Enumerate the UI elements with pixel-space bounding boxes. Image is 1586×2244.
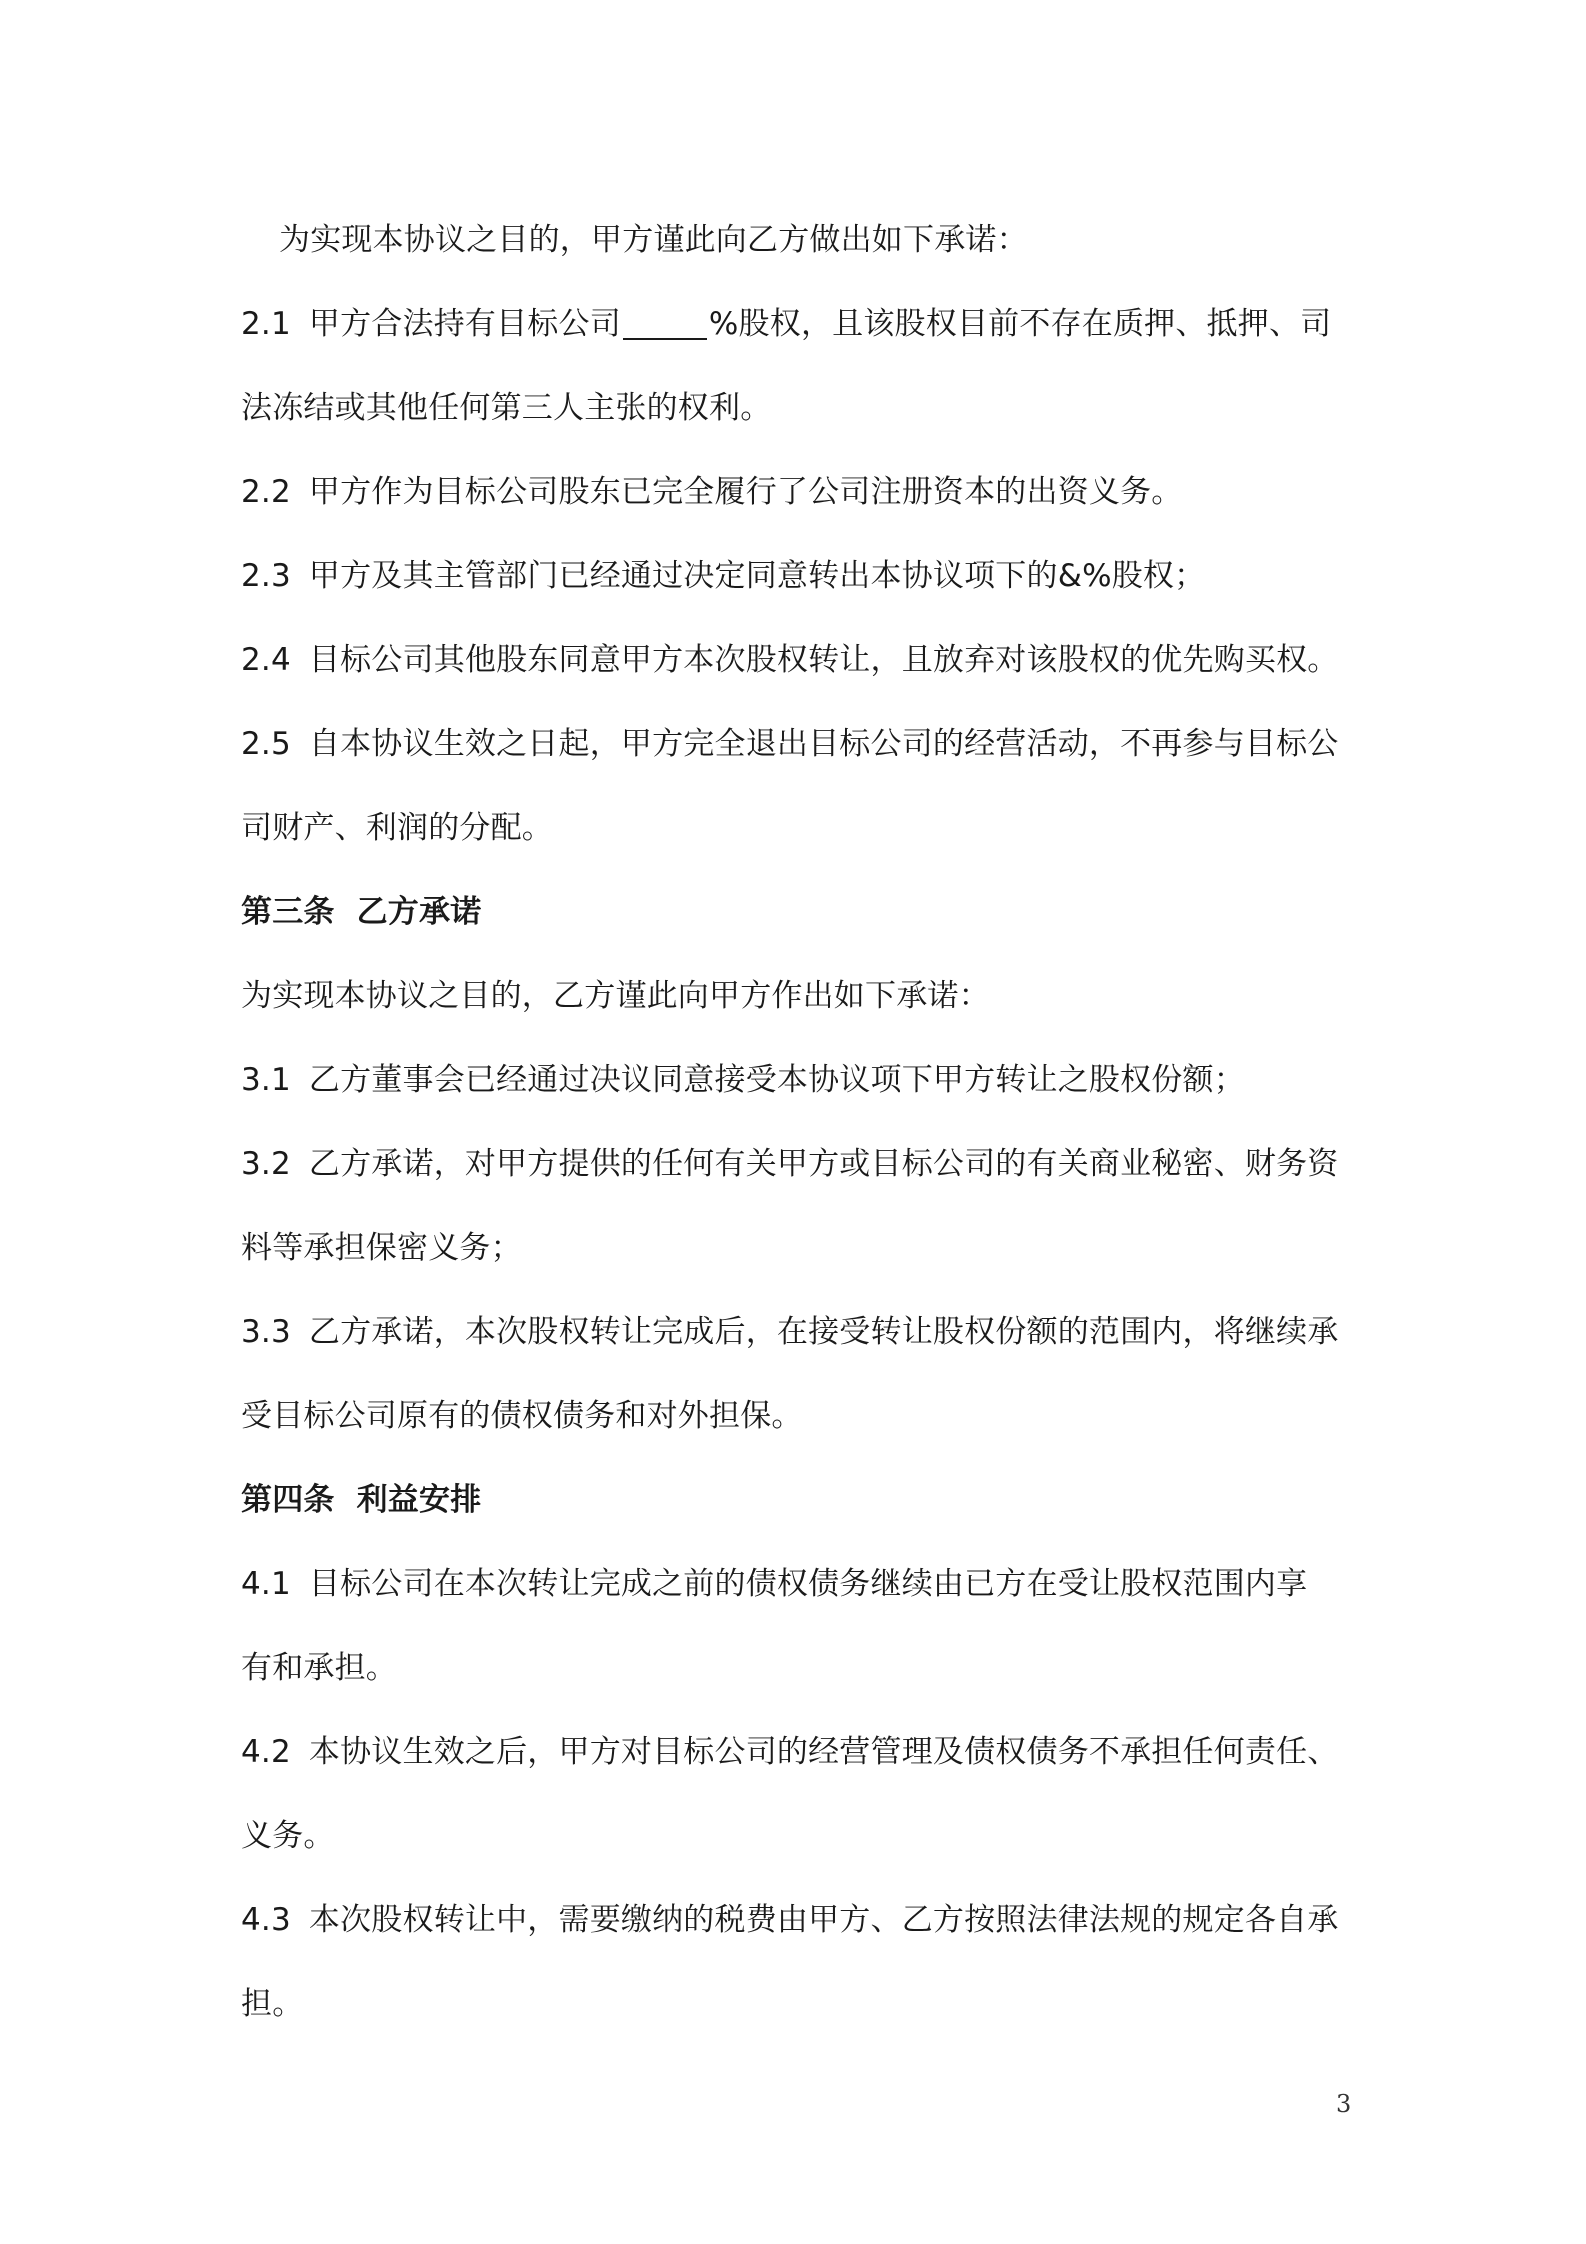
- clause-text: 本协议生效之后，甲方对目标公司的经营管理及债权债务不承担任何责任、: [308, 1734, 1339, 1770]
- clause-text: 担。: [241, 1986, 304, 2022]
- clause-text-after-blank: %股权，且该股权目前不存在质押、抵押、司: [708, 306, 1332, 342]
- clause-text: 甲方及其主管部门已经通过决定同意转出本协议项下的&%股权；: [308, 558, 1206, 594]
- clause-2-5: [241, 702, 1361, 786]
- clause-text: 自本协议生效之日起，甲方完全退出目标公司的经营活动，不再参与目标公: [308, 726, 1339, 762]
- clause-3-3-continuation: [241, 1374, 1361, 1458]
- article-title: 利益安排: [356, 1482, 482, 1518]
- clause-text: 本次股权转让中，需要缴纳的税费由甲方、乙方按照法律法规的规定各自承: [308, 1902, 1339, 1938]
- article-3-heading: [241, 870, 1361, 954]
- clause-text: 目标公司其他股东同意甲方本次股权转让，且放弃对该股权的优先购买权。: [308, 642, 1339, 678]
- intro-paragraph-party-a: [241, 198, 1361, 282]
- clause-2-2: [241, 450, 1361, 534]
- clause-4-2-continuation: [241, 1794, 1361, 1878]
- clause-4-1-continuation: [241, 1626, 1361, 1710]
- clause-2-4: [241, 618, 1361, 702]
- clause-text-before-blank: 甲方合法持有目标公司: [308, 306, 621, 342]
- clause-number: 3.2: [241, 1146, 291, 1182]
- article-label: 第三条: [241, 894, 335, 930]
- clause-text: 法冻结或其他任何第三人主张的权利。: [241, 390, 772, 426]
- article-4-heading: [241, 1458, 1361, 1542]
- clause-4-2: [241, 1710, 1361, 1794]
- clause-number: 3.3: [241, 1314, 291, 1350]
- intro-text: 为实现本协议之目的，乙方谨此向甲方作出如下承诺：: [241, 978, 990, 1014]
- clause-text: 乙方董事会已经通过决议同意接受本协议项下甲方转让之股权份额；: [308, 1062, 1245, 1098]
- clause-text: 有和承担。: [241, 1650, 397, 1686]
- clause-text: 义务。: [241, 1818, 335, 1854]
- clause-3-2-continuation: [241, 1206, 1361, 1290]
- clause-4-3-continuation: [241, 1962, 1361, 2046]
- clause-text: 目标公司在本次转让完成之前的债权债务继续由已方在受让股权范围内享: [308, 1566, 1308, 1602]
- clause-3-3: [241, 1290, 1361, 1374]
- page-number: 3: [1336, 2090, 1352, 2118]
- clause-2-1-continuation: [241, 366, 1361, 450]
- clause-3-2: [241, 1122, 1361, 1206]
- clause-number: 2.5: [241, 726, 291, 762]
- intro-paragraph-party-b: [241, 954, 1361, 1038]
- clause-4-1: [241, 1542, 1361, 1626]
- clause-2-1: [241, 282, 1361, 366]
- clause-3-1: [241, 1038, 1361, 1122]
- clause-2-3: [241, 534, 1361, 618]
- clause-4-3: [241, 1878, 1361, 1962]
- clause-text: 受目标公司原有的债权债务和对外担保。: [241, 1398, 803, 1434]
- clause-number: 3.1: [241, 1062, 291, 1098]
- clause-number: 4.1: [241, 1566, 291, 1602]
- clause-number: 4.2: [241, 1734, 291, 1770]
- clause-number: 2.2: [241, 474, 291, 510]
- clause-text: 料等承担保密义务；: [241, 1230, 522, 1266]
- clause-text: 乙方承诺，对甲方提供的任何有关甲方或目标公司的有关商业秘密、财务资: [308, 1146, 1339, 1182]
- clause-text: 甲方作为目标公司股东已完全履行了公司注册资本的出资义务。: [308, 474, 1183, 510]
- intro-text: 为实现本协议之目的，甲方谨此向乙方做出如下承诺：: [279, 222, 1028, 258]
- document-body: [241, 198, 1361, 2046]
- fill-in-blank: [623, 308, 707, 340]
- clause-number: 2.4: [241, 642, 291, 678]
- clause-number: 2.1: [241, 306, 291, 342]
- clause-number: 2.3: [241, 558, 291, 594]
- article-label: 第四条: [241, 1482, 335, 1518]
- clause-text: 乙方承诺，本次股权转让完成后，在接受转让股权份额的范围内，将继续承: [308, 1314, 1339, 1350]
- clause-2-5-continuation: [241, 786, 1361, 870]
- article-title: 乙方承诺: [356, 894, 482, 930]
- clause-number: 4.3: [241, 1902, 291, 1938]
- clause-text: 司财产、利润的分配。: [241, 810, 553, 846]
